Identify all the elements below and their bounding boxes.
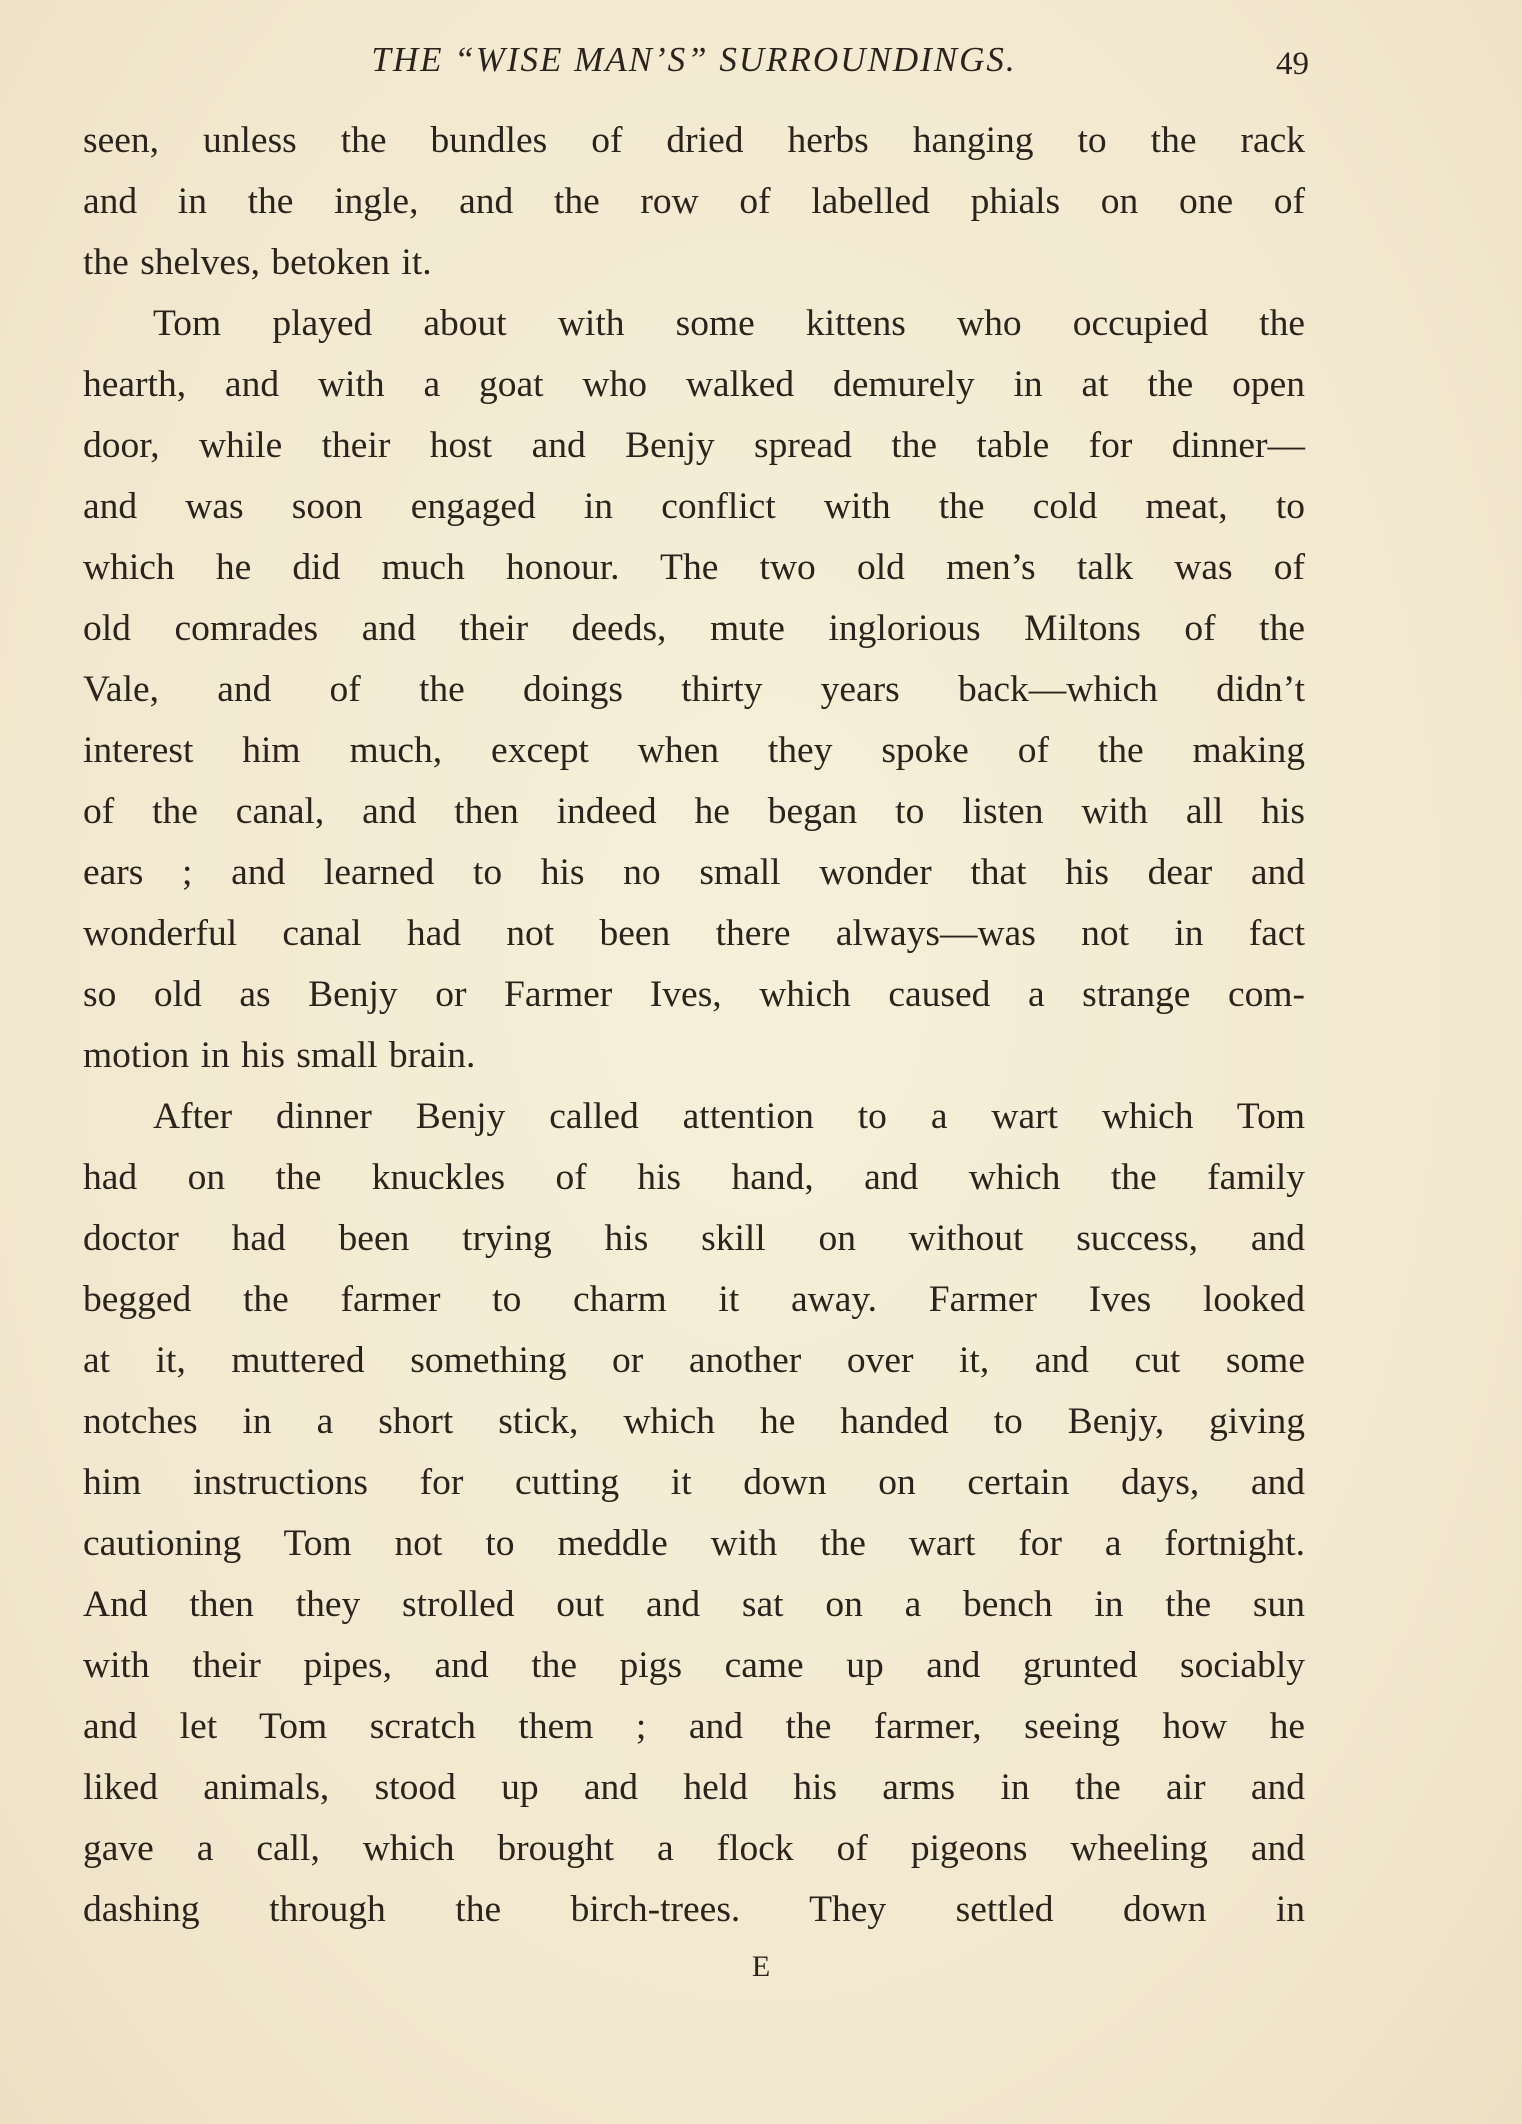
- text-line: hearth, and with a goat who walked demurely in at the open: [83, 364, 1305, 405]
- page-header: [83, 30, 1309, 90]
- text-line: After dinner Benjy called attention to a wart which Tom: [153, 1096, 1305, 1137]
- text-line: notches in a short stick, which he handed to Benjy, giving: [83, 1401, 1305, 1442]
- text-line: had on the knuckles of his hand, and which the family: [83, 1157, 1305, 1198]
- text-line: of the canal, and then indeed he began to listen with all his: [83, 791, 1305, 832]
- signature-mark: E: [751, 1950, 771, 1983]
- text-line: dashing through the birch-trees. They settled down in: [83, 1889, 1305, 1930]
- text-line: cautioning Tom not to meddle with the wart for a fortnight.: [83, 1523, 1305, 1564]
- text-line: and in the ingle, and the row of labelled phials on one of: [83, 181, 1305, 222]
- running-head: THE “WISE MAN’S” SURROUNDINGS.: [371, 40, 1017, 79]
- text-line: And then they strolled out and sat on a bench in the sun: [83, 1584, 1305, 1625]
- text-line: seen, unless the bundles of dried herbs hanging to the rack: [83, 120, 1305, 161]
- text-line: gave a call, which brought a flock of pigeons wheeling and: [83, 1828, 1305, 1869]
- page-number: 49: [1276, 46, 1309, 82]
- text-line: Tom played about with some kittens who occupied the: [153, 303, 1305, 344]
- text-line: at it, muttered something or another over it, and cut some: [83, 1340, 1305, 1381]
- text-line: him instructions for cutting it down on certain days, and: [83, 1462, 1305, 1503]
- text-line: liked animals, stood up and held his arms in the air and: [83, 1767, 1305, 1808]
- text-line: Vale, and of the doings thirty years back—which didn’t: [83, 669, 1305, 710]
- text-line: and was soon engaged in conflict with the cold meat, to: [83, 486, 1305, 527]
- text-line: and let Tom scratch them ; and the farmer, seeing how he: [83, 1706, 1305, 1747]
- text-line: door, while their host and Benjy spread the table for dinner—: [83, 425, 1305, 466]
- text-line: old comrades and their deeds, mute inglorious Miltons of the: [83, 608, 1305, 649]
- text-line: which he did much honour. The two old men’s talk was of: [83, 547, 1305, 588]
- text-line: doctor had been trying his skill on without success, and: [83, 1218, 1305, 1259]
- body-text: [83, 110, 1305, 1940]
- text-line: the shelves, betoken it.: [83, 242, 432, 283]
- text-line: with their pipes, and the pigs came up and grunted sociably: [83, 1645, 1305, 1686]
- text-line: interest him much, except when they spoke of the making: [83, 730, 1305, 771]
- text-line: wonderful canal had not been there always—was not in fact: [83, 913, 1305, 954]
- text-line: ears ; and learned to his no small wonder that his dear and: [83, 852, 1305, 893]
- text-line: so old as Benjy or Farmer Ives, which caused a strange com-: [83, 974, 1305, 1015]
- text-line: begged the farmer to charm it away. Farmer Ives looked: [83, 1279, 1305, 1320]
- text-line: motion in his small brain.: [83, 1035, 476, 1076]
